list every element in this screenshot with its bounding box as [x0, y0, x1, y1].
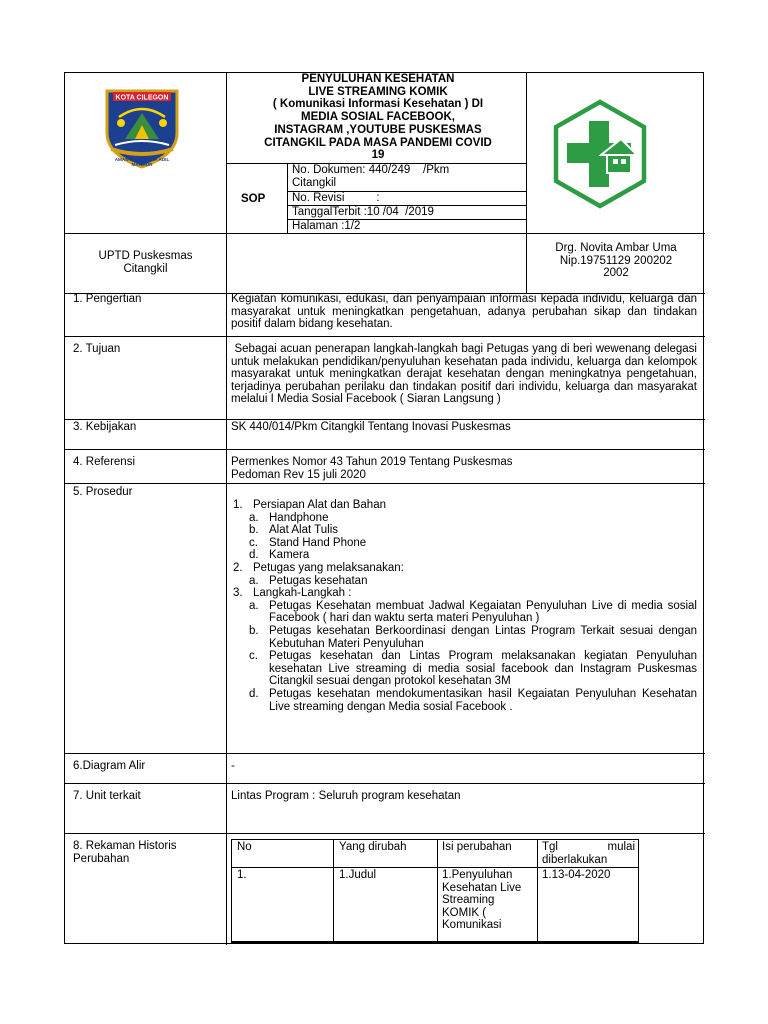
table-header-date: Tgl mulai diberlakukan	[542, 841, 635, 866]
page-number: Halaman :1/2	[292, 220, 361, 232]
sub-list	[231, 575, 697, 588]
list-item: b. Alat Alat Tulis	[249, 524, 339, 537]
section-label-tujuan: 2. Tujuan	[73, 343, 121, 355]
sub-list	[231, 600, 697, 713]
table-header-no: No	[237, 841, 252, 853]
section-label-unit: 7. Unit terkait	[73, 790, 141, 802]
section-label-rekaman: 8. Rekaman Historis Perubahan	[73, 840, 177, 865]
list-item: 1. Persiapan Alat dan Bahan	[233, 499, 386, 511]
pengertian-text: Kegiatan komunikasi, edukasi, dan penyampaian informasi kepada individu, keluarga dan masyarakat untuk meningkatkan pengetahuan, adanya perubahan sikap dan tindakan positif dalam bidang kesehatan.	[231, 293, 697, 331]
list-item: 2. Petugas yang melaksanakan:	[233, 561, 404, 574]
divider	[65, 753, 705, 754]
list-item: a. Handphone	[249, 511, 329, 524]
list-item: a. Petugas kesehatan	[249, 574, 368, 587]
puskesmas-cross-icon	[551, 99, 649, 209]
unit-terkait-text: Lintas Program : Seluruh program kesehatan	[231, 790, 461, 802]
svg-text:KOTA CILEGON: KOTA CILEGON	[115, 94, 169, 102]
list-item: d. Kamera	[249, 549, 310, 562]
table-cell: 1.Penyuluhan Kesehatan Live Streaming KOMIK ( Komunikasi	[442, 869, 522, 932]
document-title: PENYULUHAN KESEHATAN LIVE STREAMING KOMIK ( Komunikasi Informasi Kesehatan ) DI MEDIA SOSIAL FACEBOOK, INSTAGRAM ,YOUTUBE PUSKESMAS CITANGKIL PADA MASA PANDEMI COVID 19	[264, 73, 492, 162]
table-cell: 1.13-04-2020	[542, 869, 611, 881]
divider	[65, 233, 705, 234]
kota-cilegon-logo	[97, 83, 187, 169]
puskesmas-logo	[551, 99, 649, 209]
section-label-referensi: 4. Referensi	[73, 456, 136, 468]
list-item: c. Stand Hand Phone	[249, 536, 367, 549]
list-item: c. Petugas kesehatan dan Lintas Program melaksanakan kegiatan Penyuluhan kesehatan Live streaming di media sosial facebook dan Instagram Puskesmas Citangkil sesuai dengan protokol kesehatan 3M	[249, 650, 697, 688]
list-item: d. Petugas kesehatan mendokumentasikan hasil Kegaiatan Penyuluhan Kesehatan Live streaming dengan Media sosial Facebook .	[249, 687, 697, 713]
table-cell: 1.	[237, 869, 247, 881]
list-item: 3. Langkah-Langkah :	[233, 587, 352, 600]
issue-date: TanggalTerbit :10 /04 /2019	[292, 206, 434, 218]
table-cell: 1.Judul	[339, 869, 377, 881]
prosedur-list	[231, 499, 697, 713]
revision-number: No. Revisi :	[292, 192, 380, 204]
kebijakan-text: SK 440/014/Pkm Citangkil Tentang Inovasi Puskesmas	[231, 421, 511, 433]
divider	[65, 449, 705, 450]
list-item: a. Petugas Kesehatan membuat Jadwal Kegaiatan Penyuluhan Live di media sosial Facebook ( hari dan waktu serta materi Penyuluhan )	[249, 599, 697, 625]
sop-label: SOP	[241, 193, 266, 205]
divider	[287, 163, 288, 233]
referensi-text: Permenkes Nomor 43 Tahun 2019 Tentang Puskesmas Pedoman Rev 15 juli 2020	[231, 456, 513, 481]
section-label-kebijakan: 3. Kebijakan	[73, 421, 137, 433]
diagram-text: -	[231, 760, 235, 772]
table-header-changed: Yang dirubah	[339, 841, 407, 853]
doc-number: No. Dokumen: 440/249 /Pkm Citangkil	[292, 164, 450, 189]
section-label-diagram: 6.Diagram Alir	[73, 760, 146, 772]
sop-document	[64, 72, 704, 944]
divider	[65, 483, 705, 484]
section-label-pengertian: 1. Pengertian	[73, 293, 142, 305]
divider	[65, 419, 705, 420]
list-item: b. Petugas kesehatan Berkoordinasi dengan Lintas Program Terkait sesuai dengan Kebutuhan Materi Penyuluhan	[249, 624, 697, 650]
signer-block: Drg. Novita Ambar Uma Nip.19751129 200202 2002	[555, 242, 677, 280]
divider	[226, 73, 227, 945]
history-table	[231, 839, 639, 945]
unit-name: UPTD Puskesmas Citangkil	[98, 250, 193, 275]
sub-list	[231, 512, 697, 562]
logo-motto: AMAN SEJAHTERA ADIL MAKMUR	[114, 157, 170, 167]
table-header-content: Isi perubahan	[442, 841, 512, 853]
section-label-prosedur: 5. Prosedur	[73, 486, 133, 498]
divider	[65, 833, 705, 834]
divider	[65, 336, 705, 337]
tujuan-text: Sebagai acuan penerapan langkah-langkah bagi Petugas yang di beri wewenang delegasi untuk melakukan pendidikan/penyuluhan kesehatan pada individu, keluarga dan kelompok masyarakat untuk meningkatkan derajat kesehatan dengan meningkatnya pengetahuan, terjadinya perubahan perilaku dan tindakan positif dari individu, keluarga dan masyarakat melalui I Media Sosial Facebook ( Siaran Langsung )	[231, 343, 704, 406]
divider	[65, 783, 705, 784]
